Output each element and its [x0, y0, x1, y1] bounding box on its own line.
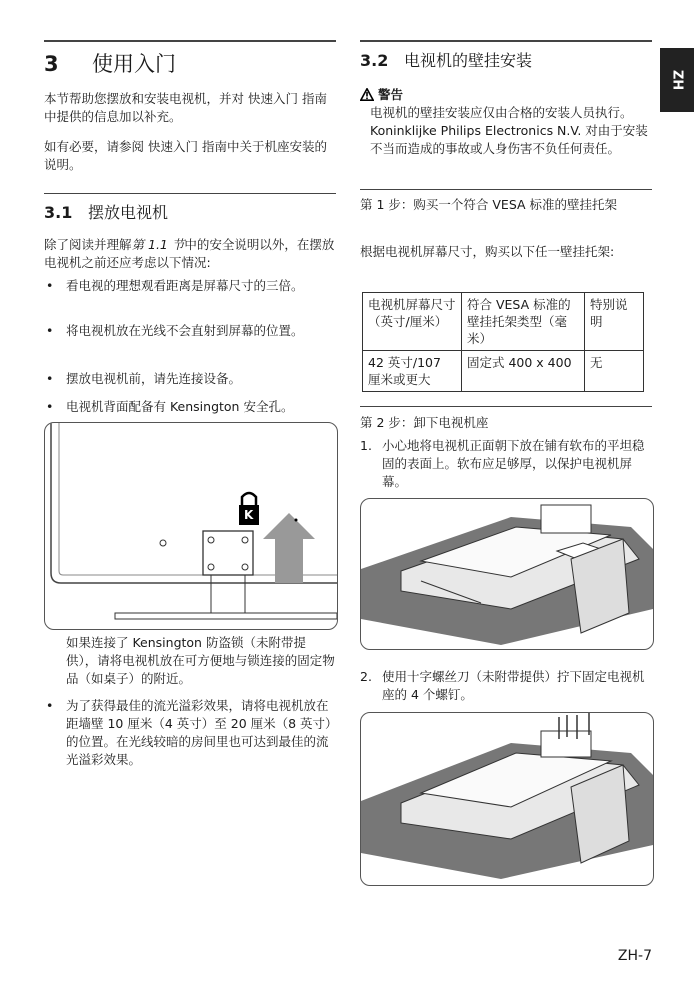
- list-item: • 将电视机放在光线不会直射到屏幕的位置。: [46, 323, 304, 338]
- step-number: 1.: [360, 438, 372, 453]
- section-top-rule: [44, 40, 336, 42]
- warning-icon: [360, 88, 374, 101]
- table-header-cell: 电视机屏幕尺寸（英寸/厘米）: [363, 293, 462, 351]
- subsection-top-rule: [360, 40, 652, 42]
- tv-back-illustration: [45, 423, 337, 629]
- subsection-rule: [44, 193, 336, 194]
- list-item: • 为了获得最佳的流光溢彩效果，请将电视机放在距墙壁 10 厘米（4 英寸）至 20 厘米（8 英寸）的位置。在光线较暗的房间里也可达到最佳的流光溢彩效果。: [46, 698, 332, 767]
- language-tab-label: ZH: [669, 69, 685, 91]
- table-header-row: [363, 293, 644, 351]
- table-cell: 无: [585, 351, 644, 392]
- language-tab: [660, 48, 694, 112]
- table-header-cell: 符合 VESA 标准的壁挂托架类型（毫米）: [462, 293, 585, 351]
- subsection-title: 摆放电视机: [88, 203, 169, 222]
- list-item-text: 看电视的理想观看距离是屏幕尺寸的三倍。: [66, 278, 304, 293]
- step2-rule: [360, 406, 652, 407]
- list-item-text: 使用十字螺丝刀（未附带提供）拧下固定电视机座的 4 个螺钉。: [382, 669, 645, 702]
- list-item: • 摆放电视机前，请先连接设备。: [46, 371, 242, 386]
- page-number: ZH-7: [617, 948, 652, 964]
- step1-label: 第 1 步：购买一个符合 VESA 标准的壁挂托架: [360, 197, 618, 212]
- step1-text: 根据电视机屏幕尺寸，购买以下任一壁挂托架:: [360, 244, 615, 259]
- table-cell: 固定式 400 x 400: [462, 351, 585, 392]
- list-item: [360, 437, 652, 491]
- intro-paragraph-2: 如有必要，请参阅 快速入门 指南中关于机座安装的说明。: [44, 139, 327, 172]
- table-header-cell: 特别说明: [585, 293, 644, 351]
- kensington-lock-icon: K: [244, 508, 254, 522]
- warning-text: 电视机的壁挂安装应仅由合格的安装人员执行。Koninklijke Philips Electronics N.V. 对由于安装不当而造成的事故或人身伤害不负任何责任。: [370, 105, 648, 156]
- placement-paragraph: [44, 236, 336, 272]
- placement-text-after: 中的安全说明以外，在摆放电视机之前还应考虑以下情况:: [44, 237, 335, 270]
- list-item: [360, 668, 652, 704]
- section-reference-link[interactable]: 第 1.1 节: [131, 237, 185, 252]
- list-item-text: 摆放电视机前，请先连接设备。: [66, 371, 242, 386]
- warning-heading: [360, 86, 652, 104]
- section-title: 使用入门: [92, 52, 176, 76]
- subsection-heading-3-1: [44, 200, 168, 223]
- subsection-title: 电视机的壁挂安装: [404, 51, 533, 70]
- step1-rule: [360, 189, 652, 190]
- placement-text-before: 除了阅读并理解: [44, 237, 132, 252]
- subsection-number: 3.2: [360, 51, 389, 70]
- right-column: [360, 0, 652, 988]
- list-item-text: 电视机背面配备有 Kensington 安全孔。: [66, 399, 294, 414]
- kensington-figure: [44, 422, 338, 630]
- wall-mount-table: [362, 292, 644, 392]
- list-item-text: 将电视机放在光线不会直射到屏幕的位置。: [66, 323, 304, 338]
- step-number: 2.: [360, 669, 372, 684]
- tv-facedown-figure: [360, 498, 654, 650]
- kensington-note: 如果连接了 Kensington 防盗锁（未附带提供），请将电视机放在可方便地与锁连接的固定物品（如桌子）的附近。: [66, 635, 335, 686]
- list-item-text: 小心地将电视机正面朝下放在铺有软布的平坦稳固的表面上。软布应足够厚，以保护电视机屏幕。: [382, 438, 645, 489]
- subsection-number: 3.1: [44, 203, 73, 222]
- warning-title: 警告: [377, 87, 403, 102]
- subsection-heading-3-2: [360, 48, 532, 71]
- remove-screws-illustration: [361, 713, 653, 885]
- section-number: 3: [44, 52, 59, 76]
- list-item-text: 为了获得最佳的流光溢彩效果，请将电视机放在距墙壁 10 厘米（4 英寸）至 20 厘米（8 英寸）的位置。在光线较暗的房间里也可达到最佳的流光溢彩效果。: [66, 698, 332, 767]
- left-column: [44, 0, 336, 988]
- table-row: [363, 351, 644, 392]
- remove-screws-figure: [360, 712, 654, 886]
- section-heading: [44, 48, 176, 78]
- step2-label: 第 2 步：卸下电视机座: [360, 415, 489, 430]
- table-cell: 42 英寸/107 厘米或更大: [363, 351, 462, 392]
- tv-facedown-illustration: [361, 499, 653, 649]
- list-item: • 看电视的理想观看距离是屏幕尺寸的三倍。: [46, 278, 304, 293]
- intro-paragraph-1: 本节帮助您摆放和安装电视机，并对 快速入门 指南中提供的信息加以补充。: [44, 91, 327, 124]
- list-item: • 电视机背面配备有 Kensington 安全孔。: [46, 399, 294, 414]
